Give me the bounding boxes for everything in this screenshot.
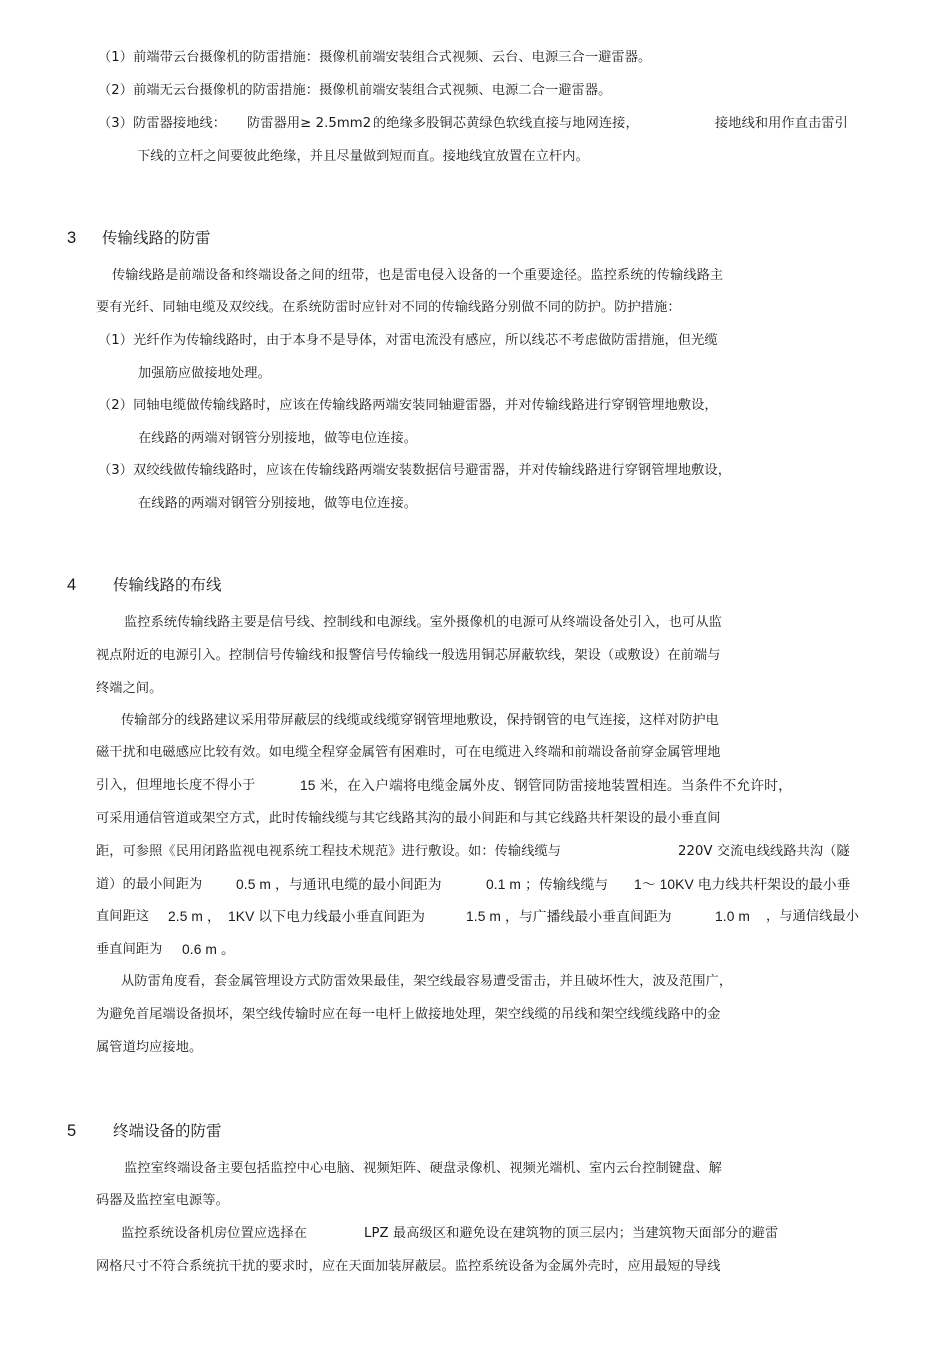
section-3-title: 传输线路的防雷: [102, 229, 211, 247]
section-4-line-9d: 1～ 10KV 电力线共杆架设的最小垂: [634, 877, 851, 892]
section-4-title: 传输线路的布线: [113, 576, 222, 594]
section-4-line-8b: 220V 交流电线线路共沟（隧: [678, 844, 850, 859]
section-4-line-10e: 1.0 m: [715, 909, 751, 924]
section-4-line-11b: 0.6 m 。: [182, 942, 235, 957]
section-4-line-8a: 距，可参照《民用闭路监视电视系统工程技术规范》进行敷设。如：传输线缆与: [96, 844, 562, 859]
section-4-line-13: 为避免首尾端设备损坏，架空线传输时应在每一电杆上做接地处理，架空线缆的吊线和架空线缆线路中的金: [96, 1007, 721, 1022]
section-5-title: 终端设备的防雷: [113, 1122, 222, 1140]
section-5-line-2: 码器及监控室电源等。: [96, 1193, 229, 1208]
intro-item-3-spec: 防雷器用≥ 2.5mm2: [247, 116, 372, 131]
section-4-number: 4: [67, 576, 77, 594]
section-4-line-5: 磁干扰和电磁感应比较有效。如电缆全程穿金属管有困难时，可在电缆进入终端和前端设备前穿金属管埋地: [96, 745, 721, 760]
section-3-line-7: （3）双绞线做传输线路时，应该在传输线路两端安装数据信号避雷器，并对传输线路进行穿钢管埋地敷设，: [98, 463, 731, 478]
section-4-line-10b: 2.5 m ，: [168, 909, 221, 924]
section-4-line-9a: 道）的最小间距为: [96, 877, 203, 892]
section-3-line-6: 在线路的两端对钢管分别接地，做等电位连接。: [138, 431, 418, 446]
section-5-line-3a: 监控系统设备机房位置应选择在: [121, 1226, 308, 1241]
section-4-line-7: 可采用通信管道或架空方式，此时传输线缆与其它线路其沟的最小间距和与其它线路共杆架设的最小垂直间: [96, 811, 721, 826]
section-4-line-10f: ，与通信线最小: [766, 909, 860, 924]
section-4-line-14: 属管道均应接地。: [96, 1040, 203, 1055]
section-3-line-1: 传输线路是前端设备和终端设备之间的纽带，也是雷电侵入设备的一个重要途径。监控系统的传输线路主: [112, 268, 724, 283]
section-5-line-3b: LPZ 最高级区和避免设在建筑物的顶三层内；当建筑物天面部分的避雷: [364, 1226, 779, 1241]
intro-item-3-tail: 接地线和用作直击雷引: [715, 116, 848, 131]
section-4-line-9c: 0.1 m ；传输线缆与: [486, 877, 609, 892]
section-3-line-4: 加强筋应做接地处理。: [138, 366, 271, 381]
section-5-line-1: 监控室终端设备主要包括监控中心电脑、视频矩阵、硬盘录像机、视频光端机、室内云台控制键盘、解: [124, 1161, 722, 1176]
section-3-line-8: 在线路的两端对钢管分别接地，做等电位连接。: [138, 496, 418, 511]
section-4-line-3: 终端之间。: [96, 681, 163, 696]
intro-item-3-text: 的绝缘多股铜芯黄绿色软线直接与地网连接，: [373, 116, 639, 131]
intro-item-2: （2）前端无云台摄像机的防雷措施：摄像机前端安装组合式视频、电源二合一避雷器。: [98, 83, 612, 98]
intro-item-3-cont: 下线的立杆之间要彼此绝缘，并且尽量做到短而直。接地线宜放置在立杆内。: [137, 149, 589, 164]
section-3-line-5: （2）同轴电缆做传输线路时，应该在传输线路两端安装同轴避雷器，并对传输线路进行穿钢管埋地敷设，: [98, 398, 718, 413]
section-4-line-1: 监控系统传输线路主要是信号线、控制线和电源线。室外摄像机的电源可从终端设备处引入，也可从监: [124, 615, 722, 630]
section-4-line-9b: 0.5 m ，与通讯电缆的最小间距为: [236, 877, 442, 892]
section-4-line-10c: 1KV 以下电力线最小垂直间距为: [228, 909, 426, 924]
section-4-line-12: 从防雷角度看，套金属管埋设方式防雷效果最佳，架空线最容易遭受雷击，并且破坏性大，波及范围广，: [121, 974, 733, 989]
section-4-line-10a: 直间距这: [96, 909, 150, 924]
section-5-line-4: 网格尺寸不符合系统抗干扰的要求时，应在天面加装屏蔽层。监控系统设备为金属外壳时，应用最短的导线: [96, 1259, 721, 1274]
section-4-line-11a: 垂直间距为: [96, 942, 163, 957]
intro-item-3-label: （3）防雷器接地线：: [98, 116, 227, 131]
intro-item-1: （1）前端带云台摄像机的防雷措施：摄像机前端安装组合式视频、云台、电源三合一避雷器。: [98, 50, 652, 65]
section-4-line-10d: 1.5 m ，与广播线最小垂直间距为: [466, 909, 672, 924]
section-5-number: 5: [67, 1122, 77, 1140]
section-3-number: 3: [67, 229, 77, 247]
section-4-line-6a: 引入，但埋地长度不得小于: [96, 778, 256, 793]
section-3-line-3: （1）光纤作为传输线路时，由于本身不是导体，对雷电流没有感应，所以线芯不考虑做防雷措施，但光缆: [98, 333, 718, 348]
section-4-line-6b: 15 米，在入户端将电缆金属外皮、钢管同防雷接地装置相连。当条件不允许时，: [300, 778, 792, 793]
section-4-line-4: 传输部分的线路建议采用带屏蔽层的线缆或线缆穿钢管埋地敷设，保持钢管的电气连接，这样对防护电: [121, 713, 719, 728]
section-3-line-2: 要有光纤、同轴电缆及双绞线。在系统防雷时应针对不同的传输线路分别做不同的防护。防护措施：: [96, 300, 681, 315]
section-4-line-2: 视点附近的电源引入。控制信号传输线和报警信号传输线一般选用铜芯屏蔽软线，架设（或敷设）在前端与: [96, 648, 721, 663]
